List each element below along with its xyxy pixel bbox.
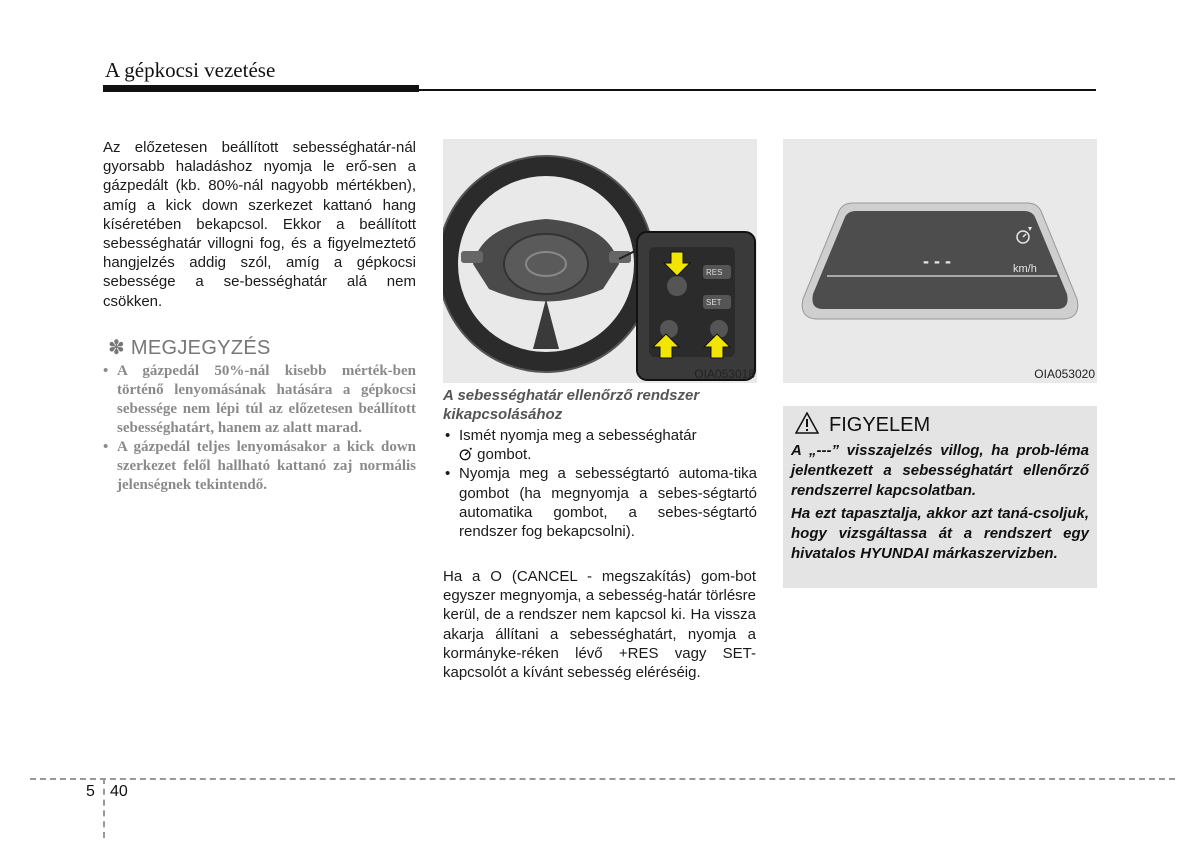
page-header-title: A gépkocsi vezetése [105, 58, 276, 82]
warning-text: Ha ezt tapasztalja, akkor azt taná-csoljuk, hogy vizsgáltassa át a rendszert egy hivatalos HYUNDAI márkaszervizben. [791, 505, 1089, 562]
footer-rule [30, 778, 1175, 780]
footer-divider [103, 778, 105, 838]
cancel-paragraph: Ha a O (CANCEL - megszakítás) gom-bot egyszer megnyomja, a sebesség-határ törlésre kerül, de a rendszer nem kapcsol ki. Ha vissza akarja állítani a sebességhatárt, nyomja a kormányke-réken lévő +RES vagy SET- kapcsolót a kívánt sebesség eléréséig. [443, 568, 756, 682]
note-item: • A gázpedál teljes lenyomásakor a kick down szerkezet felől hallható kattanó zaj normális jelenségnek tekintendő. [103, 438, 416, 495]
page-number: 40 [110, 783, 128, 800]
note-symbol: ✽ [108, 337, 126, 359]
cluster-display-figure [783, 139, 1097, 383]
figure-code: OIA053018 [694, 367, 755, 381]
section-number: 5 [86, 783, 95, 800]
list-item: • Nyomja meg a sebességtartó automa-tika gombot (ha megnyomja a sebes-ségtartó automatika gombot, a sebes-ségtartó rendszer fog bekapcsolni). [443, 464, 757, 541]
warning-icon [795, 412, 819, 434]
kickdown-paragraph: Az előzetesen beállított sebességhatár-nál gyorsabb haladáshoz nyomja le erő-sen a gázpedált (kb. 80%-nál nagyobb mértékben), amíg a kick down szerkezet kattanó hang kíséretében bekapcsol. Ekkor a beállított sebességhatár villogni fog, és a figyelmeztető hangjelzés addig szól, amíg a gépkocsi sebessége a se-bességhatár alá nem csökken. [103, 139, 416, 310]
cluster-display-illustration [783, 139, 1097, 383]
note-title: MEGJEGYZÉS [130, 337, 271, 359]
instruction-list [443, 426, 757, 541]
warning-text: A „---” visszajelzés villog, ha prob-léma jelentkezett a sebességhatárt ellenőrző rendszerrel kapcsolatban. [791, 442, 1089, 499]
warning-title: FIGYELEM [829, 414, 931, 436]
note-heading [108, 335, 271, 360]
display-unit: km/h [1013, 263, 1037, 275]
set-button-label: SET [706, 298, 722, 307]
figure-caption: A sebességhatár ellenőrző rendszer kikapcsolásához [443, 387, 700, 423]
list-item [443, 426, 757, 464]
display-dashes: - - - [923, 251, 951, 271]
steering-wheel-illustration [443, 139, 757, 383]
res-button-label: RES [706, 268, 723, 277]
note-list [103, 362, 416, 495]
steering-wheel-figure [443, 139, 757, 383]
note-item: • A gázpedál 50%-nál kisebb mérték-ben történő lenyomásának hatására a gépkocsi sebessége nem lépi túl az előzetesen beállított sebességhatárt, hanem az alatt marad. [103, 362, 416, 438]
bullet-text: gombot. [477, 446, 532, 464]
bullet-text: Ismét nyomja meg a sebességhatár [459, 427, 697, 444]
header-rule-thick [103, 85, 419, 92]
speed-limiter-icon [459, 447, 473, 461]
header-rule-thin [419, 89, 1096, 91]
figure-code: OIA053020 [1034, 367, 1095, 381]
